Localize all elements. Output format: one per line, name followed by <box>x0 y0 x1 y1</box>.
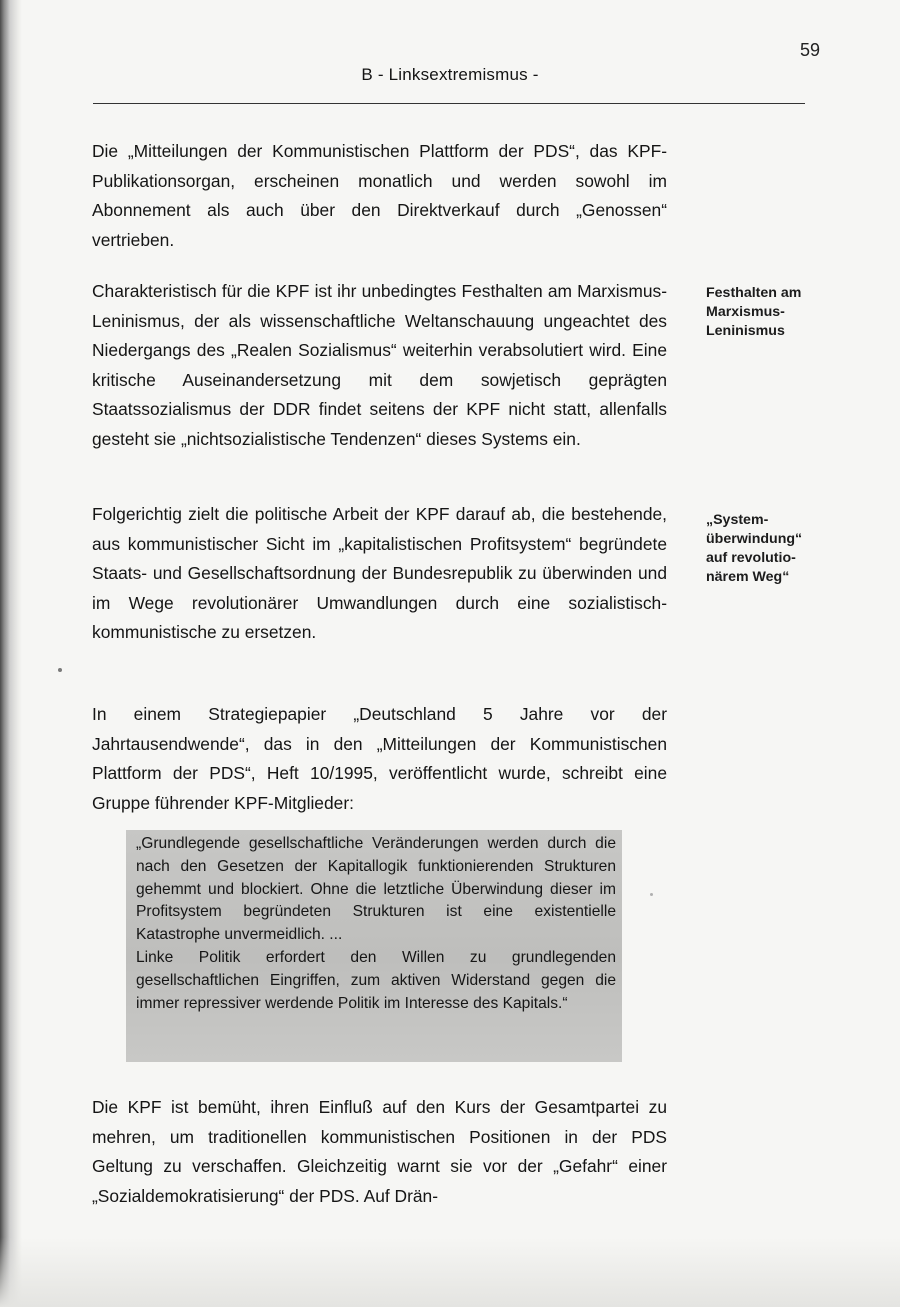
page-number: 59 <box>799 40 820 60</box>
running-header: B - Linksextremismus - <box>361 65 539 84</box>
paragraph-marxismus: Charakteristisch für die KPF ist ihr unbedingtes Festhalten am Marxismus-Leninismus, der als wissenschaftliche Weltanschauung ungeachtet des Niedergangs des „Realen Sozialismus“ weiterhin verabsolutiert wird. Eine kritische Auseinandersetzung mit dem sowjetisch geprägten Staatssozialismus der DDR findet seitens der KPF nicht statt, allenfalls gesteht sie „nichtsozialistische Tendenzen“ dieses Systems ein. <box>92 281 667 449</box>
quote-part-2: Linke Politik erfordert den Willen zu grundlegenden gesellschaftlichen Eingriffen, zum aktiven Widerstand gegen die immer repressiver werdende Politik im Interesse des Kapitals.“ <box>136 948 616 1012</box>
scan-speck <box>650 893 653 896</box>
paragraph-folgerichtig: Folgerichtig zielt die politische Arbeit der KPF darauf ab, die bestehende, aus kommunistischer Sicht im „kapitalistischen Profitsystem“ begründete Staats- und Gesellschaftsordnung der Bundesrepublik zu überwinden und im Wege revolutionärer Umwandlungen durch eine sozialistisch-kommunistische zu ersetzen. <box>92 504 667 642</box>
margin-note-systemueberwindung: „System-überwindung“ auf revolutio-närem Weg“ <box>706 512 803 585</box>
quote-part-1: „Grundlegende gesellschaftliche Veränderungen werden durch die nach den Gesetzen der Kapitallogik funktionierenden Strukturen gehemmt und blockiert. Ohne die letztliche Überwindung dieser im Profitsystem begründeten Strukturen ist eine existentielle Katastrophe unvermeidlich. ... <box>136 835 616 944</box>
paragraph-einfluss: Die KPF ist bemüht, ihren Einfluß auf den Kurs der Gesamtpartei zu mehren, um traditionellen kommunistischen Positionen in der PDS Geltung zu verschaffen. Gleichzeitig warnt sie vor der „Gefahr“ einer „Sozialdemokratisierung“ der PDS. Auf Drän- <box>92 1097 667 1206</box>
header-rule <box>93 103 805 104</box>
scan-speck <box>58 668 62 672</box>
paragraph-mitteilungen: Die „Mitteilungen der Kommunistischen Plattform der PDS“, das KPF-Publikationsorgan, erscheinen monatlich und werden sowohl im Abonnement als auch über den Direktverkauf durch „Genossen“ vertrieben. <box>92 141 667 250</box>
page-bottom-shade <box>0 1237 900 1307</box>
paragraph-strategiepapier: In einem Strategiepapier „Deutschland 5 Jahre vor der Jahrtausendwende“, das in den „Mitteilungen der Kommunistischen Plattform der PDS“, Heft 10/1995, veröffentlicht wurde, schreibt eine Gruppe führender KPF-Mitglieder: <box>92 704 667 813</box>
block-quote <box>136 833 616 1015</box>
margin-note-festhalten: Festhalten am Marxismus-Leninismus <box>706 285 802 339</box>
binding-edge <box>0 0 22 1307</box>
